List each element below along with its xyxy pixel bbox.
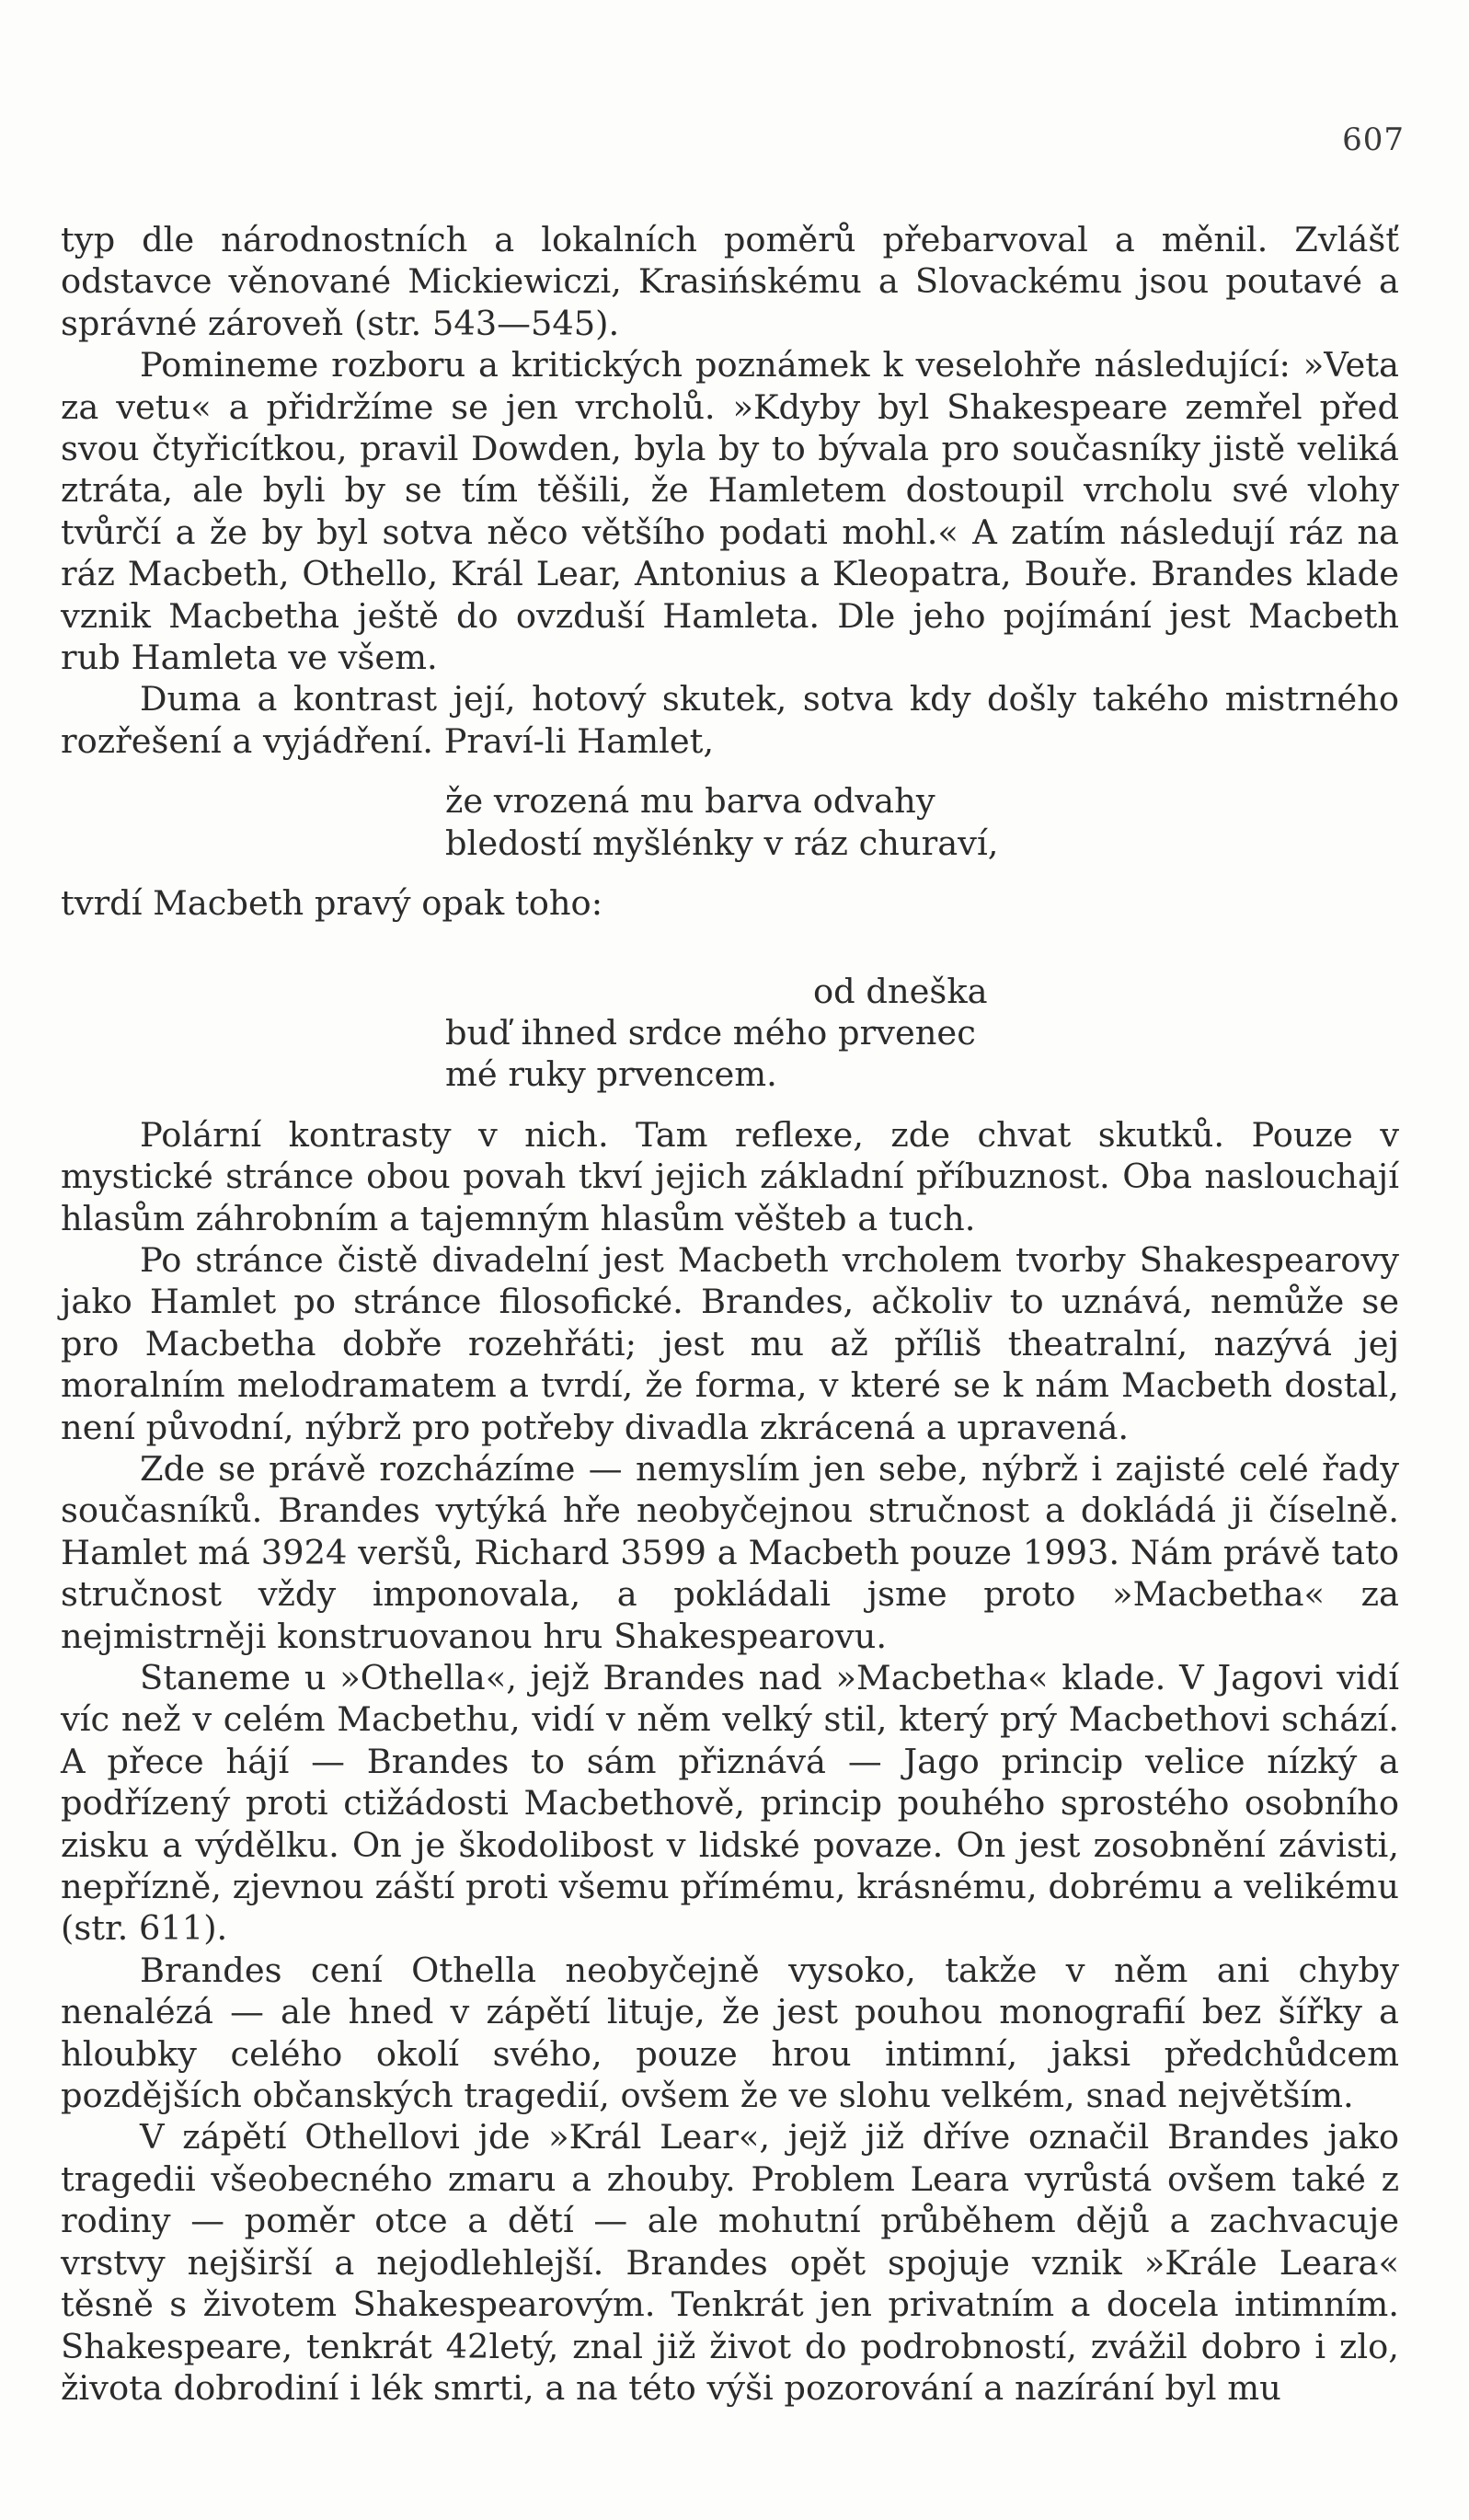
page-number: 607 <box>1342 121 1405 158</box>
text-body <box>61 219 1399 2409</box>
paragraph-1: typ dle národnostních a lokalních poměrů přebarvoval a měnil. Zvlášť odstavce věnované Mickiewiczi, Krasińskému a Slovackému jsou poutavé a správné zároveň (str. 543—545). <box>61 220 1399 343</box>
verse-line: buď ihned srdce mého prvenec <box>445 1012 976 1053</box>
paragraph-5: Po stránce čistě divadelní jest Macbeth vrcholem tvorby Shakespearovy jako Hamlet po stránce filosofické. Brandes, ačkoliv to uznává, nemůže se pro Macbetha dobře rozehřáti; jest mu až příliš theatralní, nazývá jej moralním melodramatem a tvrdí, že forma, v které se k nám Macbeth dostal, není původní, nýbrž pro potřeby divadla zkrácená a upravená. <box>61 1239 1399 1447</box>
paragraph-4: Polární kontrasty v nich. Tam reflexe, zde chvat skutků. Pouze v mystické stránce obou povah tkví jejich základní příbuznost. Oba naslouchají hlasům záhrobním a tajemným hlasům věštеb a tuch. <box>61 1114 1399 1238</box>
paragraph-6: Zde se právě rozcházíme — nemyslím jen sebe, nýbrž i zajisté celé řady současníků. Brandes vytýká hře neobyčejnou stručnost a dokládá ji číselně. Hamlet má 3924 veršů, Richard 3599 a Macbeth pouze 1993. Nám právě tato stručnost vždy imponovala, a pokládali jsme proto »Macbetha« za nejmistrněji konstruovanou hru Shakespearovu. <box>61 1448 1399 1656</box>
verse-quote-macbeth <box>445 971 1399 1096</box>
verse-line: mé ruky prvencem. <box>445 1054 777 1095</box>
paragraph-2: Pomineme rozboru a kritických poznámek k veselohře následující: »Veta za vetu« a přidržíme se jen vrcholů. »Kdyby byl Shakespeare zemřel před svou čtyřicítkou, pravil Dowden, byla by to bývala pro současníky jistě veliká ztráta, ale byli by se tím těšili, že Hamletem dostoupil vrcholu své vlohy tvůrčí a že by byl sotva něco většího podati mohl.« A zatím následují ráz na ráz Macbeth, Othello, Král Lear, Antonius a Kleopatra, Bouře. Brandes klade vznik Macbetha ještě do ovzduší Hamleta. Dle jeho pojímání jest Macbeth rub Hamleta ve všem. <box>61 345 1399 678</box>
verse-quote-hamlet <box>445 780 1399 864</box>
paragraph-9: V zápětí Othellovi jde »Král Lear«, jejž již dříve označil Brandes jako tragedii všeobecného zmaru a zhouby. Problem Leara vyrůstá ovšem také z rodiny — poměr otce a dětí — ale mohutní průběhem dějů a zachvacuje vrstvy nejširší a nejodlehlejší. Brandes opět spojuje vznik »Krále Leara« těsně s životem Shakespearovým. Tenkrát jen privatním a docela intimním. Shakespeare, tenkrát 42letý, znal již život do podrobností, zvážil dobro i zlo, života dobrodiní i lék smrti, a na této výši pozorování a nazírání byl mu <box>61 2117 1399 2408</box>
paragraph-8: Brandes cení Othella neobyčejně vysoko, takže v něm ani chyby nenalézá — ale hned v zápětí lituje, že jest pouhou monografií bez šířky a hloubky celého okolí svého, pouze hrou intimní, jaksi předchůdcem pozdějších občanských tragedií, ovšem že ve slohu velkém, snad největším. <box>61 1950 1399 2116</box>
paragraph-7: Staneme u »Othella«, jejž Brandes nad »Macbetha« klade. V Jagovi vidí víc než v celém Macbethu, vidí v něm velký stil, který prý Macbethovi schází. A přece hájí — Brandes to sám přiznává — Jago princip velice nízký a podřízený proti ctižádosti Macbethově, princip pouhého sprostého osobního zisku a výdělku. On je škodolibost v lidské povaze. On jest zosobnění závisti, nepřízně, zjevnou záští proti všemu přímému, krásnému, dobrému a velikému (str. 611). <box>61 1658 1399 1949</box>
interlude-line: tvrdí Macbeth pravý opak toho: <box>61 883 603 924</box>
verse-line: bledostí myšlénky v ráz churaví, <box>445 823 999 863</box>
verse-line: že vrozená mu barva odvahy <box>445 781 935 822</box>
paragraph-3: Duma a kontrast její, hotový skutek, sotva kdy došly takého mistrného rozřešení a vyjádření. Praví-li Hamlet, <box>61 679 1399 761</box>
verse-line: od dneška <box>813 971 988 1011</box>
